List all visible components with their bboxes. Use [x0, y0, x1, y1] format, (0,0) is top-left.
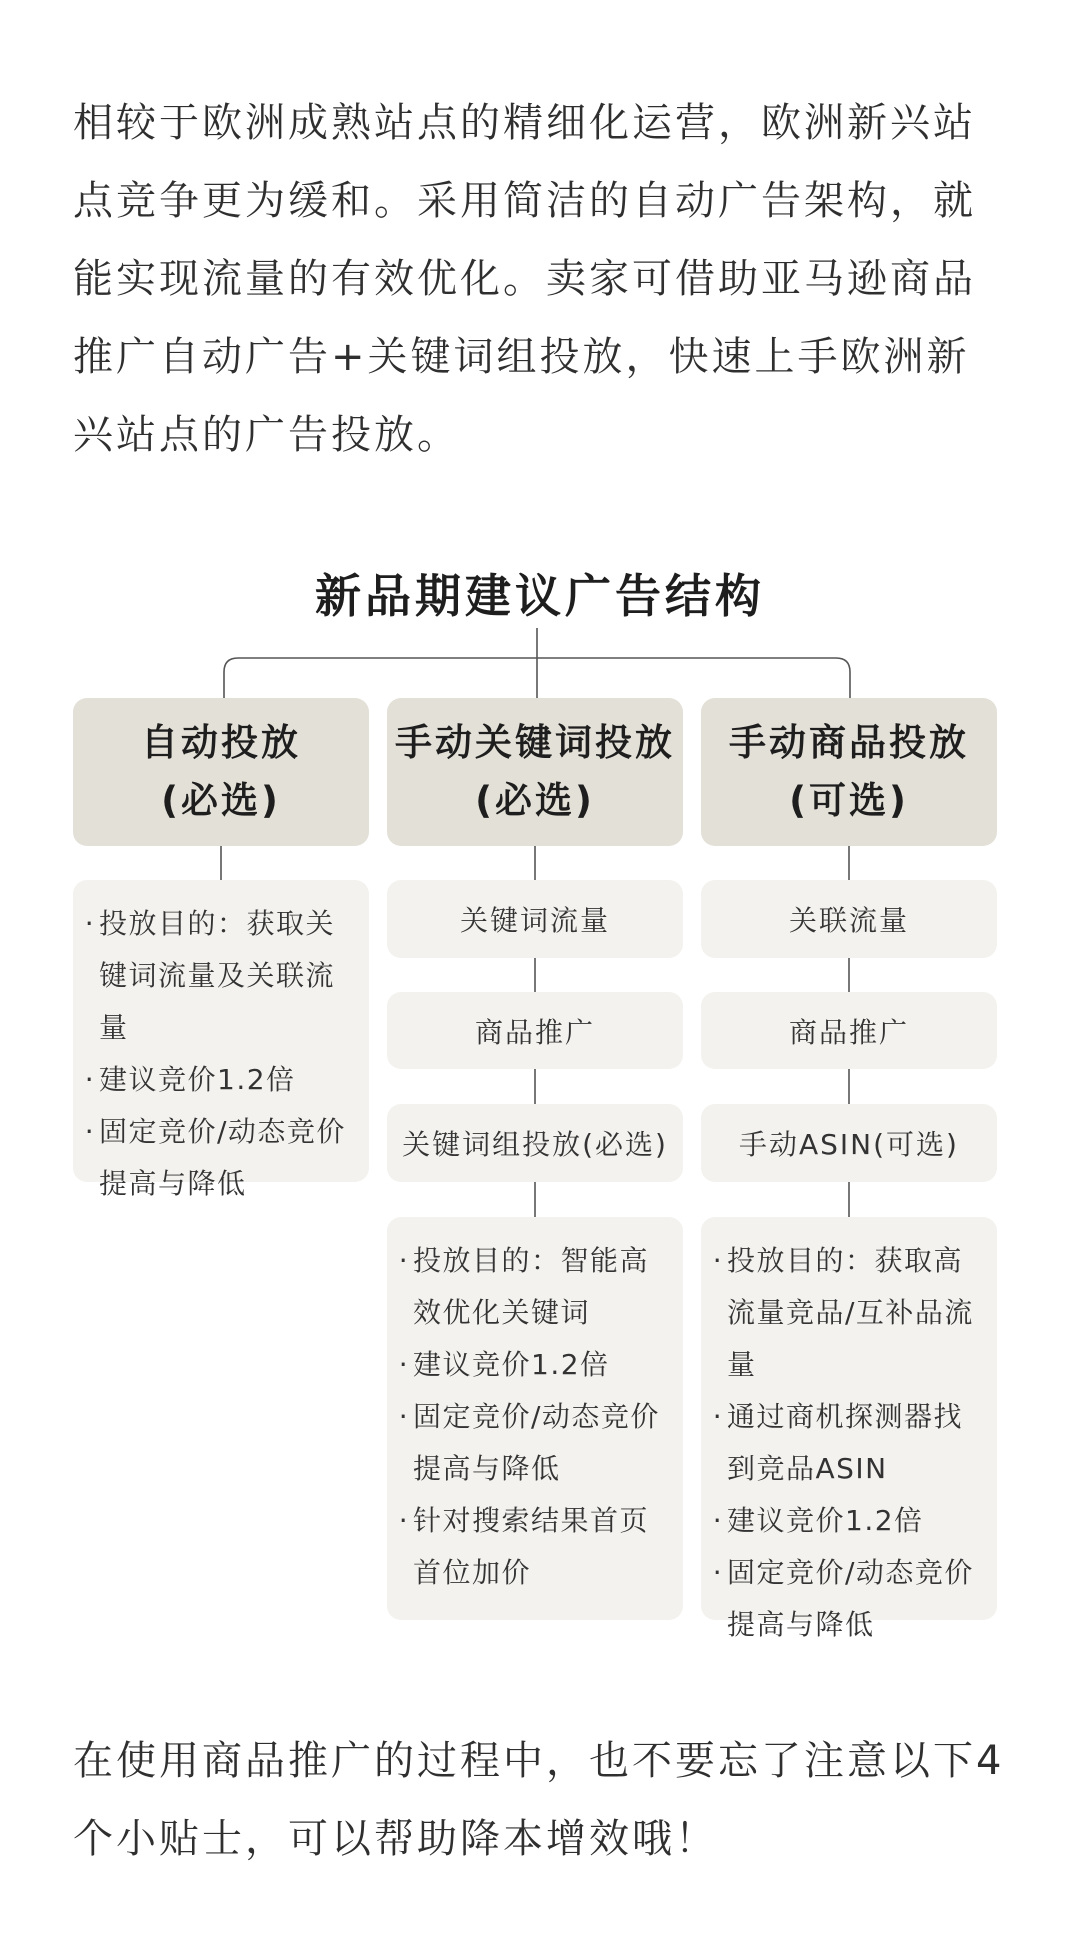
column-title: 自动投放: [141, 721, 301, 764]
column-note: (必选): [161, 779, 281, 822]
outro-paragraph: 在使用商品推广的过程中，也不要忘了注意以下4个小贴士，可以帮助降本增效哦！: [73, 1738, 1005, 1862]
diagram-title: 新品期建议广告结构: [315, 569, 765, 623]
detail-item: · 通过商机探测器找到竞品ASIN: [712, 1400, 964, 1485]
detail-item: · 投放目的：获取高流量竞品/互补品流量: [712, 1244, 974, 1381]
auto-targeting-header: [73, 698, 369, 846]
product-promotion-step: 商品推广: [701, 992, 997, 1069]
column-title: 手动商品投放: [729, 721, 969, 764]
detail-item: · 固定竞价/动态竞价提高与降低: [712, 1556, 974, 1641]
detail-item: · 针对搜索结果首页首位加价: [398, 1504, 650, 1589]
auto-targeting-details: [73, 880, 369, 1200]
manual-keyword-header: [387, 698, 683, 846]
detail-item: · 建议竞价1.2倍: [398, 1348, 610, 1381]
column-note: (必选): [475, 779, 595, 822]
manual-product-details: [701, 1217, 997, 1641]
column-note: (可选): [789, 779, 909, 822]
product-promotion-step: 商品推广: [387, 992, 683, 1069]
detail-item: · 固定竞价/动态竞价提高与降低: [84, 1115, 346, 1200]
manual-product-header: [701, 698, 997, 846]
intro-paragraph: 相较于欧洲成熟站点的精细化运营，欧洲新兴站点竞争更为缓和。采用简洁的自动广告架构，就能实现流量的有效优化。卖家可借助亚马逊商品推广自动广告+关键词组投放，快速上手欧洲新兴站点的广告投放。: [73, 100, 976, 458]
column-title: 手动关键词投放: [395, 721, 675, 764]
detail-item: · 固定竞价/动态竞价提高与降低: [398, 1400, 660, 1485]
keyword-traffic-step: 关键词流量: [387, 880, 683, 958]
detail-item: · 建议竞价1.2倍: [712, 1504, 924, 1537]
detail-item: · 投放目的：获取关键词流量及关联流量: [84, 907, 336, 1044]
manual-keyword-details: [387, 1217, 683, 1620]
related-traffic-step: 关联流量: [701, 880, 997, 958]
manual-asin-step: 手动ASIN(可选): [701, 1104, 997, 1182]
keyword-group-step: 关键词组投放(必选): [387, 1104, 683, 1182]
detail-item: · 建议竞价1.2倍: [84, 1063, 296, 1096]
detail-item: · 投放目的：智能高效优化关键词: [398, 1244, 650, 1329]
